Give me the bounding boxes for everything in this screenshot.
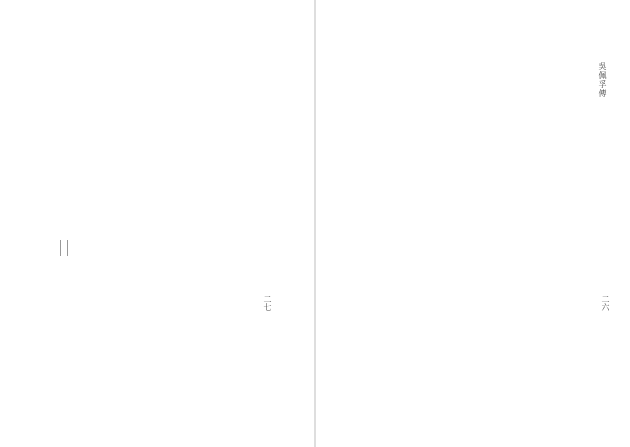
right-page-text: [388, 48, 598, 413]
left-page-text: [72, 48, 298, 413]
left-page: [0, 0, 314, 447]
page-number: 二六: [601, 295, 610, 311]
right-page: [316, 0, 630, 447]
running-head: 吳佩孚傳: [598, 62, 607, 98]
page-number: 二七: [263, 295, 272, 311]
margin-mark: [60, 240, 68, 256]
